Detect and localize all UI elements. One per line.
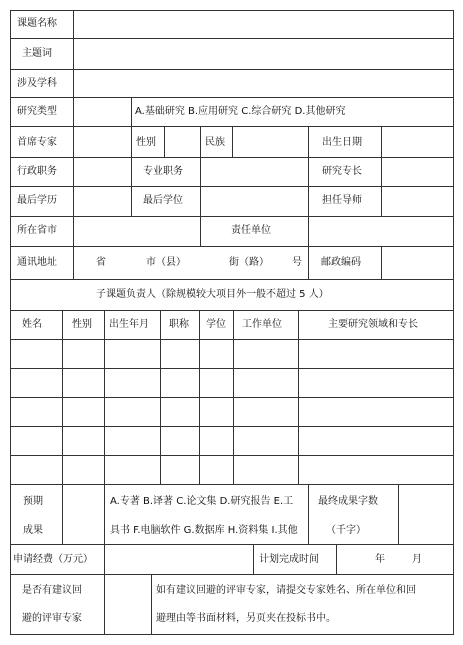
- table-row[interactable]: [11, 427, 453, 455]
- province-city-label: 所在省市: [17, 225, 57, 236]
- funding-request-field[interactable]: [105, 545, 253, 574]
- expected-results-label-1: 预期: [23, 496, 43, 507]
- professional-title-label: 专业职务: [143, 166, 183, 177]
- mailing-address-field[interactable]: [74, 247, 308, 279]
- professional-title-field[interactable]: [201, 158, 308, 186]
- col-research-field: 主要研究领域和专长: [328, 319, 418, 330]
- supervisor-field[interactable]: [382, 187, 453, 216]
- table-row[interactable]: [11, 369, 453, 397]
- birth-date-label: 出生日期: [322, 137, 362, 148]
- table-row[interactable]: [11, 456, 453, 484]
- avoid-expert-field[interactable]: [105, 575, 151, 634]
- expected-results-label-2: 成果: [23, 525, 43, 536]
- postal-code-label: 邮政编码: [321, 257, 361, 268]
- avoid-expert-note-2: 避理由等书面材料，另页夹在投标书中。: [156, 613, 336, 624]
- highest-degree-field[interactable]: [201, 187, 308, 216]
- funding-request-label: 申请经费（万元）: [13, 554, 93, 565]
- responsible-unit-label: 责任单位: [231, 225, 271, 236]
- province-city-field[interactable]: [74, 217, 200, 246]
- chief-expert-label: 首席专家: [17, 137, 57, 148]
- topic-name-label: 课题名称: [17, 18, 57, 29]
- col-birth: 出生年月: [109, 319, 149, 330]
- research-specialty-label: 研究专长: [322, 166, 362, 177]
- subproject-header: 子课题负责人（除规模较大项目外一般不超过 5 人）: [96, 289, 329, 300]
- highest-education-label: 最后学历: [17, 195, 57, 206]
- mailing-address-label: 通讯地址: [17, 257, 57, 268]
- completion-time-label: 计划完成时间: [259, 554, 319, 565]
- research-specialty-field[interactable]: [382, 158, 453, 186]
- completion-year: 年: [375, 554, 385, 565]
- highest-degree-label: 最后学位: [143, 195, 183, 206]
- gender-field[interactable]: [165, 127, 200, 157]
- address-city: 市（县）: [146, 257, 186, 268]
- supervisor-label: 担任导师: [322, 195, 362, 206]
- final-word-count-field[interactable]: [399, 485, 453, 544]
- col-work-unit: 工作单位: [242, 319, 282, 330]
- final-word-count-label: 最终成果字数: [318, 496, 378, 507]
- discipline-field[interactable]: [74, 70, 453, 97]
- birth-date-field[interactable]: [382, 127, 453, 157]
- col-gender: 性别: [72, 319, 92, 330]
- admin-position-field[interactable]: [74, 158, 131, 186]
- ethnicity-label: 民族: [205, 137, 225, 148]
- address-province: 省: [96, 257, 106, 268]
- avoid-expert-label-2: 避的评审专家: [22, 613, 82, 624]
- postal-code-field[interactable]: [382, 247, 453, 279]
- address-number: 号: [292, 257, 302, 268]
- col-name: 姓名: [22, 319, 42, 330]
- keywords-field[interactable]: [74, 39, 453, 69]
- research-type-field[interactable]: [74, 98, 131, 126]
- address-street: 街（路）: [229, 257, 269, 268]
- result-options-line-1: A.专著 B.译著 C.论文集 D.研究报告 E.工: [110, 496, 294, 507]
- avoid-expert-label-1: 是否有建议回: [22, 585, 82, 596]
- col-title: 职称: [169, 319, 189, 330]
- result-options-line-2: 具书 F.电脑软件 G.数据库 H.资料集 I.其他: [110, 525, 298, 536]
- ethnicity-field[interactable]: [233, 127, 308, 157]
- word-count-unit: （千字）: [326, 525, 366, 536]
- research-type-options: A.基础研究 B.应用研究 C.综合研究 D.其他研究: [135, 106, 346, 117]
- completion-time-field[interactable]: [337, 545, 453, 574]
- completion-month: 月: [412, 554, 422, 565]
- admin-position-label: 行政职务: [17, 166, 57, 177]
- table-row[interactable]: [11, 398, 453, 426]
- chief-expert-field[interactable]: [74, 127, 131, 157]
- table-row[interactable]: [11, 340, 453, 368]
- expected-results-field[interactable]: [63, 485, 104, 544]
- discipline-label: 涉及学科: [17, 78, 57, 89]
- topic-name-field[interactable]: [74, 11, 453, 38]
- gender-label: 性别: [136, 137, 156, 148]
- responsible-unit-field[interactable]: [309, 217, 453, 246]
- avoid-expert-note-1: 如有建议回避的评审专家，请提交专家姓名、所在单位和回: [156, 585, 416, 596]
- keywords-label: 主题词: [22, 48, 52, 59]
- research-type-label: 研究类型: [17, 106, 57, 117]
- col-degree: 学位: [206, 319, 226, 330]
- highest-education-field[interactable]: [74, 187, 131, 216]
